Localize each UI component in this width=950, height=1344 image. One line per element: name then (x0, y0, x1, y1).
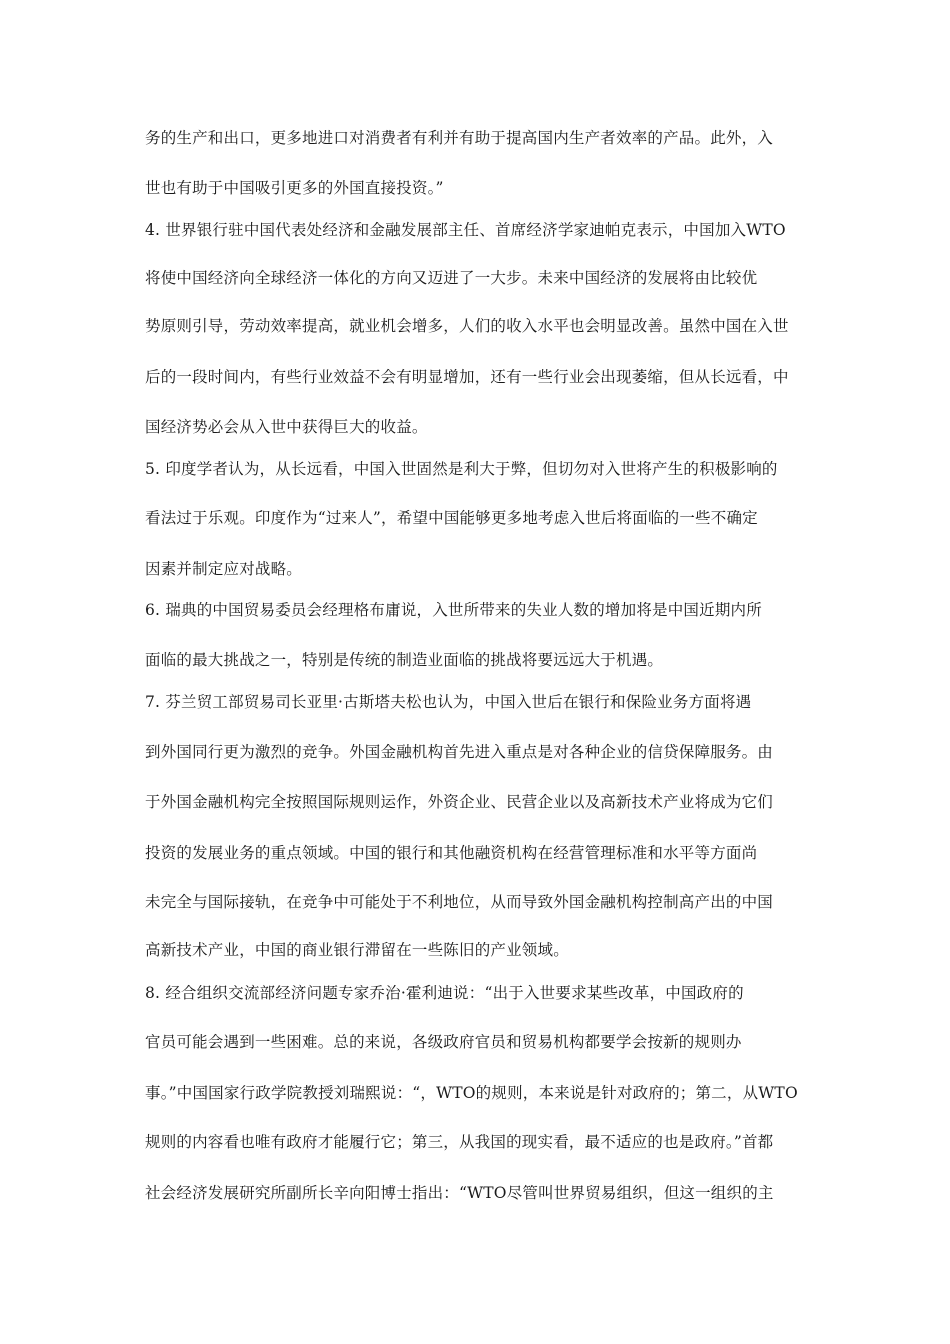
text-line: 务的生产和出口，更多地进口对消费者有利并有助于提高国内生产者效率的产品。此外，入 (145, 129, 774, 147)
text-line: 6. 瑞典的中国贸易委员会经理格布庸说，入世所带来的失业人数的增加将是中国近期内所 (145, 601, 762, 619)
text-line: 因素并制定应对战略。 (145, 560, 303, 578)
text-line: 事。”中国国家行政学院教授刘瑞熙说：“，WTO的规则，本来说是针对政府的；第二，从WTO (145, 1084, 798, 1102)
text-line: 5. 印度学者认为，从长远看，中国入世固然是利大于弊，但切勿对入世将产生的积极影响的 (145, 460, 778, 478)
text-line: 国经济势必会从入世中获得巨大的收益。 (145, 418, 428, 436)
text-line: 7. 芬兰贸工部贸易司长亚里·古斯塔夫松也认为，中国入世后在银行和保险业务方面将遇 (145, 693, 752, 711)
text-line: 未完全与国际接轨，在竞争中可能处于不利地位，从而导致外国金融机构控制高产出的中国 (145, 893, 774, 911)
text-line: 于外国金融机构完全按照国际规则运作，外资企业、民营企业以及高新技术产业将成为它们 (145, 793, 774, 811)
text-line: 规则的内容看也唯有政府才能履行它；第三，从我国的现实看，最不适应的也是政府。”首都 (145, 1133, 774, 1151)
text-line: 投资的发展业务的重点领域。中国的银行和其他融资机构在经营管理标准和水平等方面尚 (145, 844, 758, 862)
text-line: 势原则引导，劳动效率提高，就业机会增多，人们的收入水平也会明显改善。虽然中国在入世 (145, 317, 789, 335)
text-line: 8. 经合组织交流部经济问题专家乔治·霍利迪说：“出于入世要求某些改革，中国政府的 (145, 984, 744, 1002)
text-line: 看法过于乐观。印度作为“过来人”，希望中国能够更多地考虑入世后将面临的一些不确定 (145, 509, 758, 527)
text-line: 到外国同行更为激烈的竞争。外国金融机构首先进入重点是对各种企业的信贷保障服务。由 (145, 743, 774, 761)
text-line: 4. 世界银行驻中国代表处经济和金融发展部主任、首席经济学家迪帕克表示，中国加入WTO (145, 221, 786, 239)
text-line: 后的一段时间内，有些行业效益不会有明显增加，还有一些行业会出现萎缩，但从长远看，中 (145, 368, 789, 386)
text-line: 世也有助于中国吸引更多的外国直接投资。” (145, 179, 444, 197)
text-line: 将使中国经济向全球经济一体化的方向又迈进了一大步。未来中国经济的发展将由比较优 (145, 269, 758, 287)
text-line: 高新技术产业，中国的商业银行滞留在一些陈旧的产业领域。 (145, 941, 569, 959)
text-line: 面临的最大挑战之一，特别是传统的制造业面临的挑战将要远远大于机遇。 (145, 651, 664, 669)
text-line: 社会经济发展研究所副所长辛向阳博士指出：“WTO尽管叫世界贸易组织，但这一组织的主 (145, 1184, 774, 1202)
text-line: 官员可能会遇到一些困难。总的来说，各级政府官员和贸易机构都要学会按新的规则办 (145, 1033, 742, 1051)
